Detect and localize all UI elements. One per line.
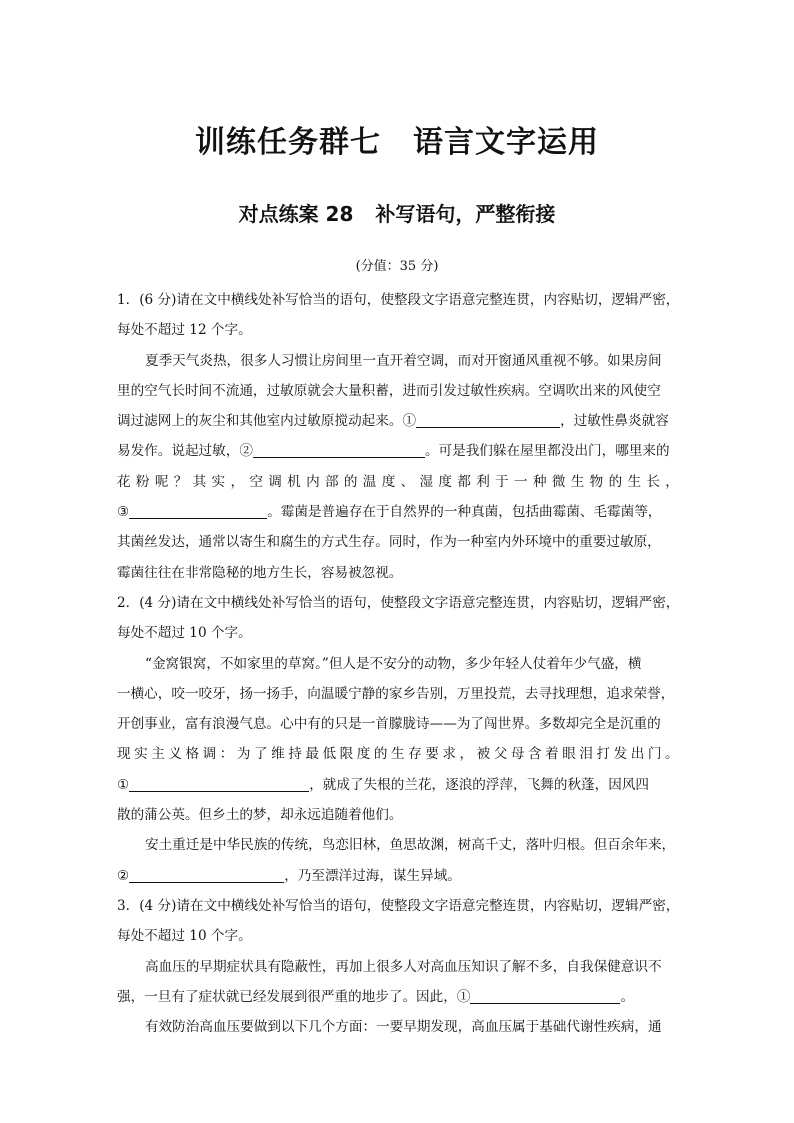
q1-passage-char: 长: [646, 473, 660, 490]
q2-passage-char: 门: [647, 746, 662, 763]
q2-passage-line-8: [117, 861, 679, 891]
q2-passage-char: 求: [442, 746, 456, 763]
q1-passage-char: 实: [211, 473, 226, 490]
q3-answer-blank-1[interactable]: [470, 987, 620, 1004]
q1-passage-char: 生: [627, 473, 642, 490]
q2-passage-char: 存: [408, 746, 422, 763]
q3-text-after-blank-1: 。: [620, 988, 635, 1005]
q1-passage-line-7: 其菌丝发达，通常以寄生和腐生的方式生存。同时，作为一种室内外环境中的重要过敏原，: [117, 534, 661, 551]
q1-passage-line-4: [117, 436, 679, 466]
q2-text-before-blank-1: ①: [117, 776, 130, 793]
q2-passage-char: ，: [459, 746, 474, 763]
q1-passage-line-6: [117, 497, 679, 527]
subtitle-part-2: 补写语句，严整衔接: [375, 202, 556, 226]
q2-passage-line-1: “金窝银窝，不如家里的草窝。”但人是不安分的动物，多少年轻人仗着年少气盛，横: [145, 655, 642, 672]
q1-passage-char: ，: [665, 473, 679, 490]
q1-passage-char: 的: [343, 473, 358, 490]
q3-passage-line-3: 有效防治高血压要做到以下几个方面：一要早期发现，高血压属于基础代谢性疾病，通: [145, 1019, 662, 1036]
q1-passage-char: 部: [324, 473, 339, 490]
q2-stem-line-2: 每处不超过 10 个字。: [117, 625, 252, 642]
q2-passage-char: 眼: [562, 746, 576, 763]
q3-text-before-blank-1: 强，一旦有了症状就已经发展到很严重的地步了。因此，①: [117, 988, 471, 1005]
q1-passage-char: 微: [551, 473, 566, 490]
q1-text-before-blank-3: ③: [117, 504, 130, 521]
q3-stem-line-2: 每处不超过 10 个字。: [117, 928, 252, 945]
subtitle-part-1: 对点练案 28: [238, 202, 354, 226]
q1-text-after-blank-1: ，过敏性鼻炎就容: [560, 413, 669, 430]
q3-passage-line-1: 高血压的早期症状具有隐蔽性，再加上很多人对高血压知识了解不多，自我保健意识不: [145, 958, 662, 975]
q2-passage-line-6: 散的蒲公英。但乡土的梦，却永远追随着他们。: [117, 807, 403, 824]
q1-passage-char: 生: [570, 473, 585, 490]
q2-passage-line-4: [117, 739, 679, 769]
q2-passage-char: 实: [134, 746, 148, 763]
q1-passage-char: ，: [230, 473, 245, 490]
q2-passage-line-2: 一横心，咬一咬牙，扬一扬手，向温暖宁静的家乡告别，万里投荒，去寻找理想，追求荣誉，: [117, 685, 675, 702]
q1-passage-char: 的: [608, 473, 623, 490]
q1-passage-char: 空: [249, 473, 263, 490]
q1-passage-char: 粉: [135, 473, 150, 490]
q2-text-after-blank-1: ，就成了失根的兰花，逐浪的浮萍，飞舞的秋蓬，因风四: [309, 776, 650, 793]
q1-passage-line-5: [117, 467, 679, 497]
q2-passage-char: 格: [185, 746, 200, 763]
q1-passage-char: 一: [514, 473, 528, 490]
q2-passage-char: 度: [356, 746, 371, 763]
q2-passage-line-7: 安土重迁是中华民族的传统，鸟恋旧林，鱼思故渊，树高千丈，落叶归根。但百余年来，: [145, 837, 676, 854]
q1-passage-char: 种: [532, 473, 547, 490]
q2-passage-char: 了: [254, 746, 268, 763]
q2-passage-char: 维: [271, 746, 285, 763]
q1-passage-char: 利: [476, 473, 490, 490]
q1-answer-blank-1[interactable]: [416, 411, 560, 428]
q2-passage-char: 要: [425, 746, 439, 763]
q2-passage-char: 母: [510, 746, 525, 763]
q2-passage-char: 为: [236, 746, 251, 763]
q1-passage-char: 调: [268, 473, 282, 490]
q1-answer-blank-2[interactable]: [253, 441, 425, 458]
q2-passage-char: 的: [373, 746, 388, 763]
q1-passage-line-8: 霉菌往往在非常隐秘的地方生长，容易被忽视。: [117, 564, 403, 581]
q2-passage-char: 被: [476, 746, 491, 763]
page-subtitle: [0, 198, 794, 227]
q1-passage-char: 机: [287, 473, 301, 490]
q1-stem-line-1: 1．(6 分)请在文中横线处补写恰当的语句，使整段文字语意完整连贯，内容贴切，逻辑严密，: [117, 292, 679, 308]
q2-passage-char: ：: [219, 746, 234, 763]
questions-body: [117, 285, 679, 1042]
q1-passage-char: 温: [362, 473, 377, 490]
q1-passage-line-2: 里的空气长时间不流通，过敏原就会大量积蓄，进而引发过敏性疾病。空调吹出来的风使空: [117, 382, 661, 399]
title-part-2: 语言文字运用: [413, 125, 599, 160]
q2-passage-char: 。: [665, 746, 679, 763]
q1-passage-char: 内: [306, 473, 320, 490]
q1-passage-line-1: 夏季天气炎热，很多人习惯让房间里一直开着空调，而对开窗通风重视不够。如果房间: [145, 352, 662, 369]
q1-passage-line-3: [117, 406, 679, 436]
q2-passage-char: 打: [596, 746, 611, 763]
score-note: (分值：35 分): [355, 259, 439, 274]
q1-passage-char: 物: [589, 473, 604, 490]
q2-passage-char: 义: [168, 746, 182, 763]
q1-text-after-blank-2: 。可是我们躲在屋里都没出门，哪里来的: [424, 443, 670, 460]
q1-text-before-blank-2: 易发作。说起过敏，②: [117, 443, 253, 460]
q2-passage-char: 主: [151, 746, 165, 763]
q1-passage-char: 其: [192, 473, 207, 490]
q1-passage-char: 湿: [419, 473, 434, 490]
q2-passage-line-5: [117, 770, 679, 800]
q2-passage-line-3: 开创事业，富有浪漫气息。心中有的只是一首朦胧诗——为了闯世界。多数却完全是沉重的: [117, 716, 661, 733]
q1-stem-line-2: 每处不超过 12 个字。: [117, 322, 252, 339]
q2-passage-char: 限: [339, 746, 354, 763]
q2-passage-char: 父: [493, 746, 508, 763]
q2-passage-char: 泪: [579, 746, 593, 763]
q2-passage-char: 调: [202, 746, 217, 763]
q1-passage-char: 于: [495, 473, 509, 490]
q1-passage-char: 都: [457, 473, 471, 490]
q1-answer-blank-3[interactable]: [129, 502, 267, 519]
q1-passage-char: 、: [400, 473, 415, 490]
q3-stem-line-1: 3．(4 分)请在文中横线处补写恰当的语句，使整段文字语意完整连贯，内容贴切，逻辑严密，: [117, 897, 679, 914]
q2-answer-blank-2[interactable]: [129, 866, 284, 883]
q1-passage-char: ？: [173, 473, 188, 490]
title-part-1: 训练任务群七: [195, 125, 381, 160]
q2-passage-char: 现: [117, 746, 131, 763]
q2-passage-char: 低: [322, 746, 337, 763]
q2-passage-char: 持: [288, 746, 302, 763]
q2-answer-blank-1[interactable]: [129, 775, 309, 792]
q2-passage-char: 最: [305, 746, 319, 763]
q2-passage-char: 生: [391, 746, 405, 763]
q1-passage-char: 花: [117, 473, 131, 490]
q2-passage-char: 发: [613, 746, 628, 763]
q1-passage-char: 度: [438, 473, 452, 490]
q1-text-after-blank-3: 。霉菌是普遍存在于自然界的一种真菌，包括曲霉菌、毛霉菌等，: [267, 504, 662, 521]
q1-passage-char: 呢: [154, 473, 169, 490]
q2-passage-char: 着: [545, 746, 559, 763]
q2-text-before-blank-2: ②: [117, 867, 130, 884]
q2-passage-char: 含: [528, 746, 542, 763]
q3-passage-line-2: [117, 982, 679, 1012]
page-title: [0, 117, 794, 161]
q2-text-after-blank-2: ，乃至漂洋过海，谋生异域。: [284, 867, 461, 884]
q1-text-before-blank-1: 调过滤网上的灰尘和其他室内过敏原搅动起来。①: [117, 413, 417, 430]
q2-passage-char: 出: [630, 746, 645, 763]
q1-passage-char: 度: [381, 473, 396, 490]
q2-stem-line-1: 2．(4 分)请在文中横线处补写恰当的语句，使整段文字语意完整连贯，内容贴切，逻辑严密，: [117, 594, 679, 611]
